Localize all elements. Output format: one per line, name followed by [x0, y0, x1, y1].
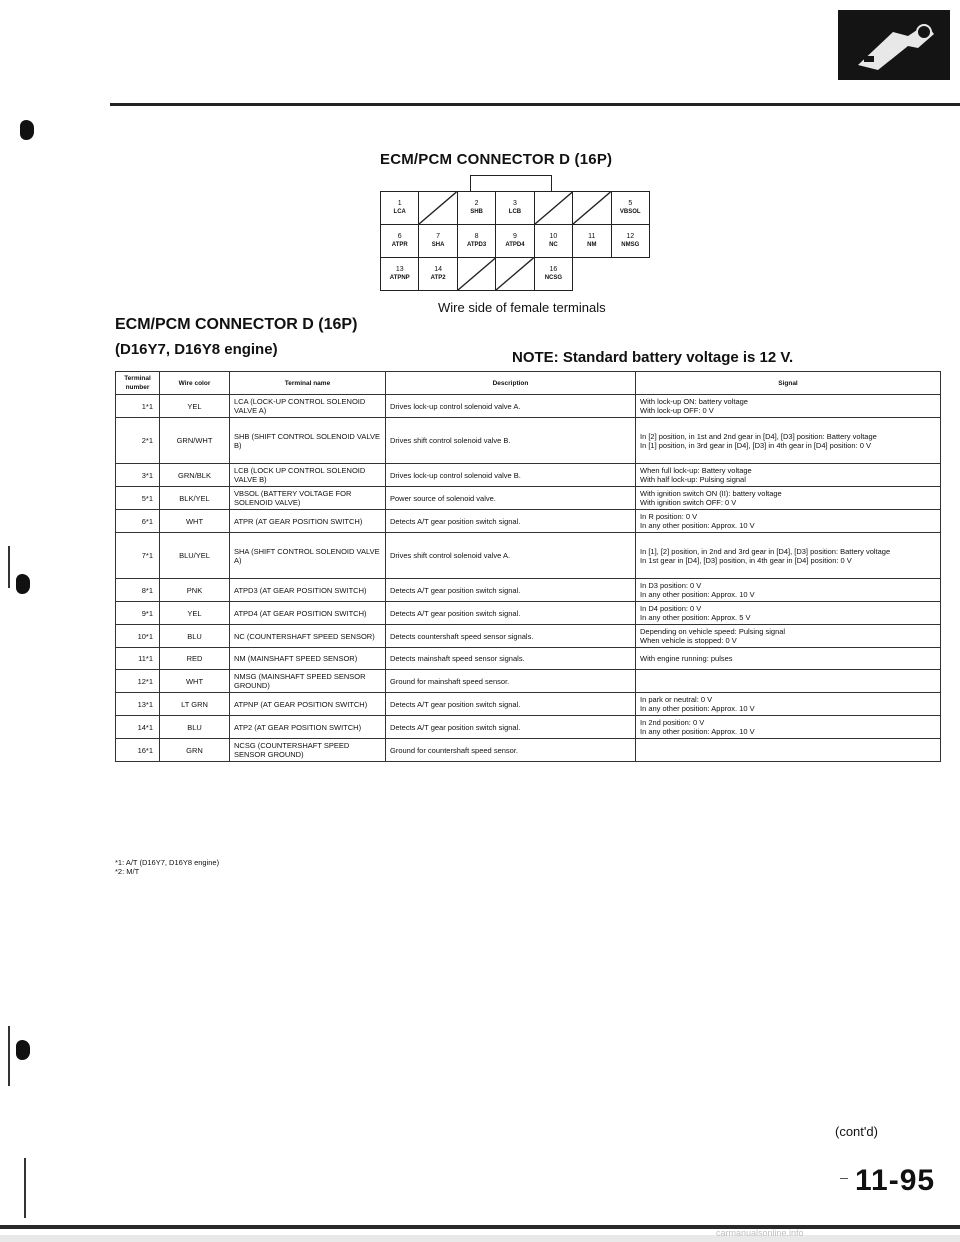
terminal-name-cell: ATPNP (AT GEAR POSITION SWITCH): [230, 693, 386, 716]
connector-unused-pin: [573, 192, 611, 225]
connector-pin-grid: [380, 191, 650, 291]
description-cell: Ground for countershaft speed sensor.: [386, 739, 636, 762]
signal-cell: In R position: 0 V In any other position: Approx. 10 V: [636, 510, 941, 533]
transmission-icon: [838, 10, 950, 80]
description-cell: Detects A/T gear position switch signal.: [386, 579, 636, 602]
pin-number: 5: [628, 200, 633, 207]
pin-label: NMSG: [621, 242, 640, 248]
wire-color-cell: WHT: [160, 510, 230, 533]
section-logo: [838, 10, 950, 80]
margin-bracket: [24, 1158, 26, 1218]
wire-color-cell: BLU: [160, 625, 230, 648]
page-number-dash: [840, 1178, 848, 1179]
page-subtitle: (D16Y7, D16Y8 engine): [115, 341, 278, 358]
voltage-note: NOTE: Standard battery voltage is 12 V.: [512, 349, 794, 366]
description-cell: Ground for mainshaft speed sensor.: [386, 670, 636, 693]
watermark: carmanualsonline.info: [716, 1228, 804, 1238]
footnote-1: *1: A/T (D16Y7, D16Y8 engine): [115, 858, 220, 867]
footnote-2: *2: M/T: [115, 867, 140, 876]
wire-color-cell: WHT: [160, 670, 230, 693]
terminal-number-cell: 8*1: [116, 579, 160, 602]
signal-cell: In D3 position: 0 V In any other position: Approx. 10 V: [636, 579, 941, 602]
header-description: Description: [386, 372, 636, 395]
connector-empty: [611, 258, 649, 291]
footnotes: [115, 858, 219, 876]
connector-pin: [381, 192, 419, 225]
connector-row: [381, 192, 650, 225]
pin-number: 14: [434, 266, 443, 273]
wire-color-cell: PNK: [160, 579, 230, 602]
pin-label: ATPR: [391, 242, 408, 248]
terminal-name-cell: NM (MAINSHAFT SPEED SENSOR): [230, 648, 386, 670]
terminal-name-cell: NCSG (COUNTERSHAFT SPEED SENSOR GROUND): [230, 739, 386, 762]
terminal-number-cell: 10*1: [116, 625, 160, 648]
terminal-name-cell: ATPR (AT GEAR POSITION SWITCH): [230, 510, 386, 533]
terminal-number-cell: 5*1: [116, 487, 160, 510]
description-cell: Power source of solenoid valve.: [386, 487, 636, 510]
terminal-name-cell: ATPD3 (AT GEAR POSITION SWITCH): [230, 579, 386, 602]
pin-number: 1: [397, 200, 402, 207]
signal-cell: With engine running: pulses: [636, 648, 941, 670]
pin-number: 8: [474, 233, 479, 240]
description-cell: Drives shift control solenoid valve B.: [386, 418, 636, 464]
table-row: [116, 693, 941, 716]
terminal-name-cell: ATPD4 (AT GEAR POSITION SWITCH): [230, 602, 386, 625]
wire-color-cell: GRN/WHT: [160, 418, 230, 464]
pin-number: 3: [513, 200, 517, 207]
description-cell: Drives lock-up control solenoid valve A.: [386, 395, 636, 418]
footer-rule: [0, 1225, 960, 1229]
terminal-number-cell: 9*1: [116, 602, 160, 625]
header-wire-color: Wire color: [160, 372, 230, 395]
terminal-number-cell: 3*1: [116, 464, 160, 487]
table-row: [116, 464, 941, 487]
table-row: [116, 739, 941, 762]
description-cell: Detects mainshaft speed sensor signals.: [386, 648, 636, 670]
terminal-number-cell: 2*1: [116, 418, 160, 464]
header-terminal-number: Terminal number: [116, 372, 160, 395]
description-cell: Detects A/T gear position switch signal.: [386, 510, 636, 533]
terminal-table: [115, 371, 941, 762]
page-number: 11-95: [855, 1164, 936, 1197]
table-header-row: [116, 372, 941, 395]
margin-bullet: [16, 1040, 30, 1060]
terminal-number-cell: 12*1: [116, 670, 160, 693]
pin-label: NCSG: [544, 275, 563, 281]
terminal-number-cell: 7*1: [116, 533, 160, 579]
description-cell: Drives lock-up control solenoid valve B.: [386, 464, 636, 487]
pin-number: 7: [436, 233, 441, 240]
footer-band: [0, 1235, 960, 1242]
pin-number: 11: [588, 233, 596, 240]
connector-pin: [611, 192, 649, 225]
terminal-number-cell: 1*1: [116, 395, 160, 418]
signal-cell: In [2] position, in 1st and 2nd gear in [D4], [D3] position: Battery voltage In [1] position, in 3rd gear in [D4], [D3] in 4th gear in [D4] position: 0 V: [636, 418, 941, 464]
wire-color-cell: YEL: [160, 395, 230, 418]
pin-label: SHA: [431, 242, 445, 248]
connector-pin: [419, 225, 457, 258]
terminal-number-cell: 16*1: [116, 739, 160, 762]
pin-number: 2: [474, 200, 479, 207]
pin-number: 13: [395, 266, 404, 273]
connector-diagram: [380, 171, 650, 291]
description-cell: Detects A/T gear position switch signal.: [386, 602, 636, 625]
margin-bracket: [8, 1026, 10, 1086]
table-row: [116, 487, 941, 510]
terminal-number-cell: 13*1: [116, 693, 160, 716]
pin-label: LCA: [393, 209, 406, 215]
pin-number: 16: [549, 266, 558, 273]
wire-color-cell: LT GRN: [160, 693, 230, 716]
signal-cell: In D4 position: 0 V In any other position: Approx. 5 V: [636, 602, 941, 625]
connector-pin: [419, 258, 457, 291]
table-row: [116, 395, 941, 418]
margin-bullet: [20, 120, 34, 140]
pin-number: 12: [626, 233, 635, 240]
terminal-name-cell: NMSG (MAINSHAFT SPEED SENSOR GROUND): [230, 670, 386, 693]
description-cell: Detects A/T gear position switch signal.: [386, 716, 636, 739]
continued-label: (cont'd): [835, 1124, 878, 1139]
connector-unused-pin: [419, 192, 457, 225]
description-cell: Detects countershaft speed sensor signals.: [386, 625, 636, 648]
connector-pin: [496, 192, 534, 225]
wire-color-cell: BLK/YEL: [160, 487, 230, 510]
signal-cell: In [1], [2] position, in 2nd and 3rd gear in [D4], [D3] position: Battery voltage In 1st gear in [D4], [D3] position, in 4th gear in [D4] position: 0 V: [636, 533, 941, 579]
connector-caption: Wire side of female terminals: [438, 300, 606, 315]
signal-cell: When full lock-up: Battery voltage With half lock-up: Pulsing signal: [636, 464, 941, 487]
terminal-name-cell: SHB (SHIFT CONTROL SOLENOID VALVE B): [230, 418, 386, 464]
margin-bracket: [8, 546, 10, 588]
margin-bullet: [16, 574, 30, 594]
wire-color-cell: GRN: [160, 739, 230, 762]
description-cell: Drives shift control solenoid valve A.: [386, 533, 636, 579]
connector-pin: [381, 258, 419, 291]
connector-pin: [457, 225, 495, 258]
pin-label: NC: [549, 242, 558, 248]
terminal-name-cell: LCA (LOCK-UP CONTROL SOLENOID VALVE A): [230, 395, 386, 418]
connector-pin: [457, 192, 495, 225]
connector-row: [381, 258, 650, 291]
connector-latch: [470, 175, 552, 192]
signal-cell: Depending on vehicle speed: Pulsing signal When vehicle is stopped: 0 V: [636, 625, 941, 648]
wire-color-cell: YEL: [160, 602, 230, 625]
table-row: [116, 625, 941, 648]
header-signal: Signal: [636, 372, 941, 395]
connector-pin: [381, 225, 419, 258]
wire-color-cell: GRN/BLK: [160, 464, 230, 487]
table-row: [116, 533, 941, 579]
pin-number: 9: [513, 233, 517, 240]
signal-cell: In 2nd position: 0 V In any other position: Approx. 10 V: [636, 716, 941, 739]
connector-pin: [573, 225, 611, 258]
terminal-name-cell: ATP2 (AT GEAR POSITION SWITCH): [230, 716, 386, 739]
pin-label: ATPNP: [389, 275, 410, 281]
description-cell: Detects A/T gear position switch signal.: [386, 693, 636, 716]
table-row: [116, 670, 941, 693]
table-row: [116, 602, 941, 625]
signal-cell: With lock-up ON: battery voltage With lock-up OFF: 0 V: [636, 395, 941, 418]
table-row: [116, 510, 941, 533]
pin-number: 10: [549, 233, 558, 240]
pin-label: VBSOL: [619, 209, 641, 215]
table-row: [116, 648, 941, 670]
connector-title: ECM/PCM CONNECTOR D (16P): [380, 151, 613, 168]
terminal-number-cell: 14*1: [116, 716, 160, 739]
terminal-name-cell: NC (COUNTERSHAFT SPEED SENSOR): [230, 625, 386, 648]
connector-unused-pin: [496, 258, 534, 291]
pin-label: LCB: [508, 209, 522, 215]
connector-unused-pin: [457, 258, 495, 291]
signal-cell: [636, 670, 941, 693]
pin-label: ATPD4: [505, 242, 525, 248]
connector-pin: [534, 258, 572, 291]
signal-cell: [636, 739, 941, 762]
terminal-name-cell: VBSOL (BATTERY VOLTAGE FOR SOLENOID VALVE): [230, 487, 386, 510]
pin-label: ATPD3: [466, 242, 487, 248]
signal-cell: In park or neutral: 0 V In any other position: Approx. 10 V: [636, 693, 941, 716]
connector-pin: [611, 225, 649, 258]
table-row: [116, 716, 941, 739]
connector-unused-pin: [534, 192, 572, 225]
table-row: [116, 579, 941, 602]
wire-color-cell: RED: [160, 648, 230, 670]
connector-pin: [534, 225, 572, 258]
connector-row: [381, 225, 650, 258]
signal-cell: With ignition switch ON (II): battery voltage With ignition switch OFF: 0 V: [636, 487, 941, 510]
table-row: [116, 418, 941, 464]
header-terminal-name: Terminal name: [230, 372, 386, 395]
connector-empty: [573, 258, 611, 291]
pin-label: ATP2: [430, 275, 446, 281]
terminal-name-cell: LCB (LOCK UP CONTROL SOLENOID VALVE B): [230, 464, 386, 487]
header-rule: [110, 103, 960, 106]
terminal-number-cell: 6*1: [116, 510, 160, 533]
pin-number: 6: [397, 233, 402, 240]
page-title: ECM/PCM CONNECTOR D (16P): [115, 316, 358, 333]
terminal-number-cell: 11*1: [116, 648, 160, 670]
wire-color-cell: BLU: [160, 716, 230, 739]
wire-color-cell: BLU/YEL: [160, 533, 230, 579]
connector-pin: [496, 225, 534, 258]
pin-label: NM: [587, 242, 597, 248]
pin-label: SHB: [470, 209, 483, 215]
terminal-name-cell: SHA (SHIFT CONTROL SOLENOID VALVE A): [230, 533, 386, 579]
